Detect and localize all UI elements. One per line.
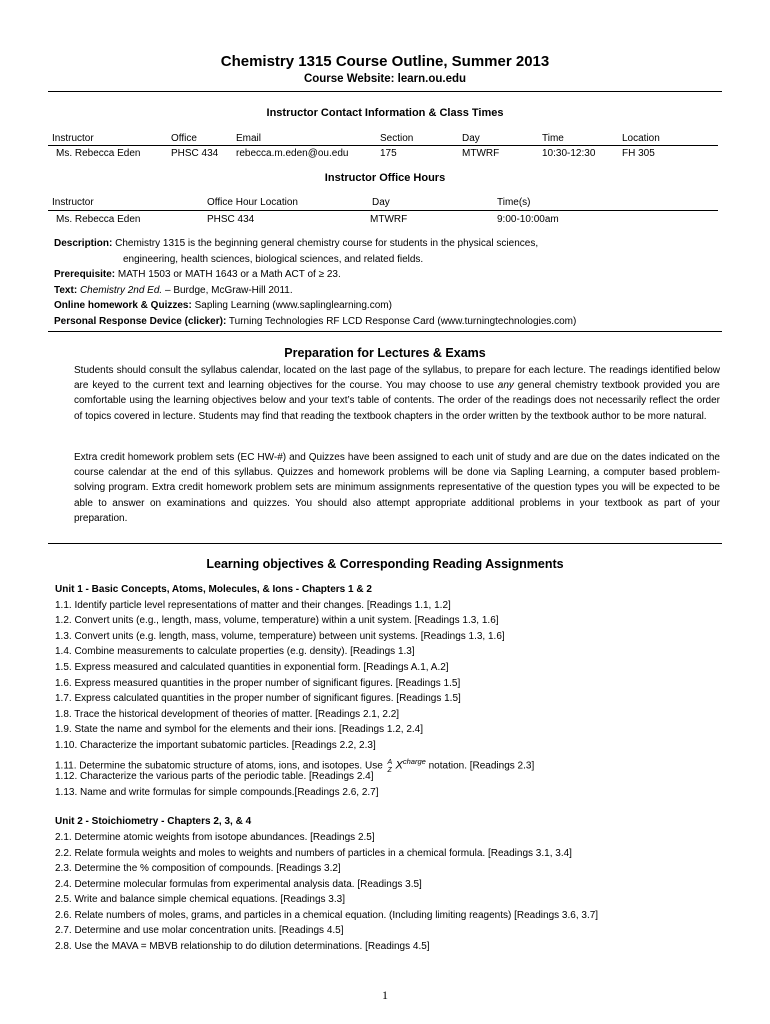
oh-col-location: Office Hour Location (207, 197, 298, 208)
table-rule (48, 145, 718, 146)
contact-instructor: Ms. Rebecca Eden (56, 148, 141, 159)
list-item: 2.5. Write and balance simple chemical equations. [Readings 3.3] (55, 894, 345, 906)
contact-col-email: Email (236, 133, 262, 144)
list-item: 2.3. Determine the % composition of compounds. [Readings 3.2] (55, 863, 341, 875)
divider (48, 91, 722, 92)
clicker-value: Turning Technologies RF LCD Response Card (www.turningtechnologies.com) (228, 316, 577, 327)
text-line (54, 285, 293, 296)
oh-col-instructor: Instructor (52, 197, 94, 208)
contact-section: 175 (380, 148, 397, 159)
objectives-heading: Learning objectives & Corresponding Reading Assignments (206, 557, 564, 571)
list-item: 1.12. Characterize the various parts of the periodic table. [Readings 2.4] (55, 771, 374, 783)
table-rule (48, 210, 718, 211)
contact-col-section: Section (380, 133, 414, 144)
text-label: Text: (54, 285, 78, 296)
contact-email: rebecca.m.eden@ou.edu (236, 148, 349, 159)
clicker-line (54, 316, 576, 327)
contact-time: 10:30-12:30 (542, 148, 596, 159)
oh-instructor: Ms. Rebecca Eden (56, 214, 141, 225)
homework-label: Online homework & Quizzes: (54, 300, 192, 311)
item-text-rest: notation. [Readings 2.3] (425, 759, 535, 771)
contact-col-location: Location (622, 133, 660, 144)
description-text: Chemistry 1315 is the beginning general chemistry course for students in the physical sciences, (115, 238, 539, 249)
para1-text-rest: general chemistry textbook provided you are comfortable using the learning objectives below and your text’s table of contents. The order of the readings does not necessarily reflect the order of topics covered in lecture. Students may find that reading the textbook chapters in the order written by the textbook author to be more natural. (74, 380, 720, 422)
list-item: 1.3. Convert units (e.g. length, mass, volume, temperature) between unit systems. [Readings 1.3, 1.6] (55, 630, 505, 642)
contact-day: MTWRF (462, 148, 500, 159)
contact-office: PHSC 434 (171, 148, 219, 159)
contact-heading: Instructor Contact Information & Class Times (266, 107, 504, 119)
list-item: 1.8. Trace the historical development of theories of matter. [Readings 2.1, 2.2] (55, 708, 400, 720)
homework-line (54, 300, 392, 311)
oh-time: 9:00-10:00am (497, 214, 559, 225)
list-item-isotope-notation (55, 754, 735, 775)
para1-text: Students should consult the syllabus calendar, located on the last page of the syllabus, to prepare for each lecture. The readings identified below are keyed to the current text and learning objectives for the course. You may choose to use (74, 365, 720, 392)
textbook-author: – Burdge, McGraw-Hill 2011. (162, 285, 293, 296)
contact-col-day: Day (462, 133, 480, 144)
contact-col-office: Office (171, 133, 197, 144)
unit-1-title: Unit 1 - Basic Concepts, Atoms, Molecules, & Ions - Chapters 1 & 2 (55, 584, 372, 595)
page-number: 1 (382, 988, 388, 1002)
office-hours-heading: Instructor Office Hours (324, 172, 446, 184)
oh-col-time: Time(s) (497, 197, 531, 208)
charge-label: charge (402, 756, 426, 766)
list-item: 2.1. Determine atomic weights from isotope abundances. [Readings 2.5] (55, 831, 375, 843)
description-label: Description: (54, 238, 113, 249)
description-line (54, 238, 538, 249)
contact-col-instructor: Instructor (52, 133, 94, 144)
objectives-list (55, 582, 735, 955)
list-item: 1.2. Convert units (e.g., length, mass, volume, temperature) within a unit system. [Readings 1.3, 1.6] (55, 615, 499, 627)
preparation-paragraph-2: Extra credit homework problem sets (EC HW-#) and Quizzes have been assigned to each unit of study and are due on the dates indicated on the course calendar at the end of this syllabus. Quizzes and homework problems will be done via Sapling Learning, a computer based problem-solving program. Extra credit homework problem sets are minimum assignments representative of the question types you will be expected to be able to answer on examinations and quizzes. You should also attempt appropriate additional problems in your textbook as part of your preparation. (74, 452, 720, 524)
prerequisite-value: MATH 1503 or MATH 1643 or a Math ACT of ≥ 23. (117, 269, 341, 280)
page-title: Chemistry 1315 Course Outline, Summer 2013 (220, 53, 550, 70)
list-item: 1.1. Identify particle level representations of matter and their changes. [Readings 1.1, 1.2] (55, 599, 451, 611)
homework-value: Sapling Learning (www.saplinglearning.com) (194, 300, 392, 311)
list-item: 2.4. Determine molecular formulas from experimental analysis data. [Readings 3.5] (55, 878, 422, 890)
list-item: 1.10. Characterize the important subatomic particles. [Readings 2.2, 2.3] (55, 739, 376, 751)
preparation-paragraph-1 (74, 363, 720, 424)
contact-location: FH 305 (622, 148, 655, 159)
oh-col-day: Day (372, 197, 390, 208)
prerequisite-label: Prerequisite: (54, 269, 116, 280)
list-item: 2.7. Determine and use molar concentration units. [Readings 4.5] (55, 925, 344, 937)
description-line-2: engineering, health sciences, biological sciences, and related fields. (123, 254, 424, 265)
contact-col-time: Time (542, 133, 564, 144)
element-symbol: X (395, 758, 403, 771)
isotope-notation (386, 759, 396, 775)
atomic-number: Z (387, 767, 392, 775)
unit-2-title: Unit 2 - Stoichiometry - Chapters 2, 3, & 4 (55, 816, 252, 828)
list-item: 2.2. Relate formula weights and moles to weights and numbers of particles in a chemical formula. [Readings 3.1, 3.4] (55, 847, 572, 859)
list-item: 1.5. Express measured and calculated quantities in exponential form. [Readings A.1, A.2] (55, 661, 449, 673)
course-website: Course Website: learn.ou.edu (303, 73, 467, 85)
oh-day: MTWRF (370, 214, 408, 225)
item-text: 1.11. Determine the subatomic structure of atoms, ions, and isotopes. Use (55, 759, 386, 771)
list-item: 1.6. Express measured quantities in the proper number of significant figures. [Readings 1.5] (55, 677, 461, 689)
list-item: 2.6. Relate numbers of moles, grams, and particles in a chemical equation. (Including limiting reagents) [Readings 3.6, 3.7] (55, 909, 599, 921)
para1-emphasis: any (497, 380, 514, 392)
prerequisite-line (54, 269, 341, 280)
textbook-title: Chemistry 2nd Ed. (79, 285, 163, 296)
list-item: 1.9. State the name and symbol for the elements and their ions. [Readings 1.2, 2.4] (55, 724, 423, 736)
oh-location: PHSC 434 (207, 214, 255, 225)
divider (48, 331, 722, 332)
spacer (55, 800, 735, 814)
list-item: 1.4. Combine measurements to calculate properties (e.g. density). [Readings 1.3] (55, 646, 415, 658)
clicker-label: Personal Response Device (clicker): (54, 316, 227, 327)
list-item: 1.7. Express calculated quantities in the proper number of significant figures. [Readings 1.5] (55, 693, 461, 705)
list-item: 2.8. Use the MAVA = MBVB relationship to do dilution determinations. [Readings 4.5] (55, 941, 430, 953)
preparation-heading: Preparation for Lectures & Exams (284, 346, 486, 360)
divider (48, 543, 722, 544)
mass-number: A (387, 759, 393, 767)
list-item: 1.13. Name and write formulas for simple compounds.[Readings 2.6, 2.7] (55, 786, 379, 798)
